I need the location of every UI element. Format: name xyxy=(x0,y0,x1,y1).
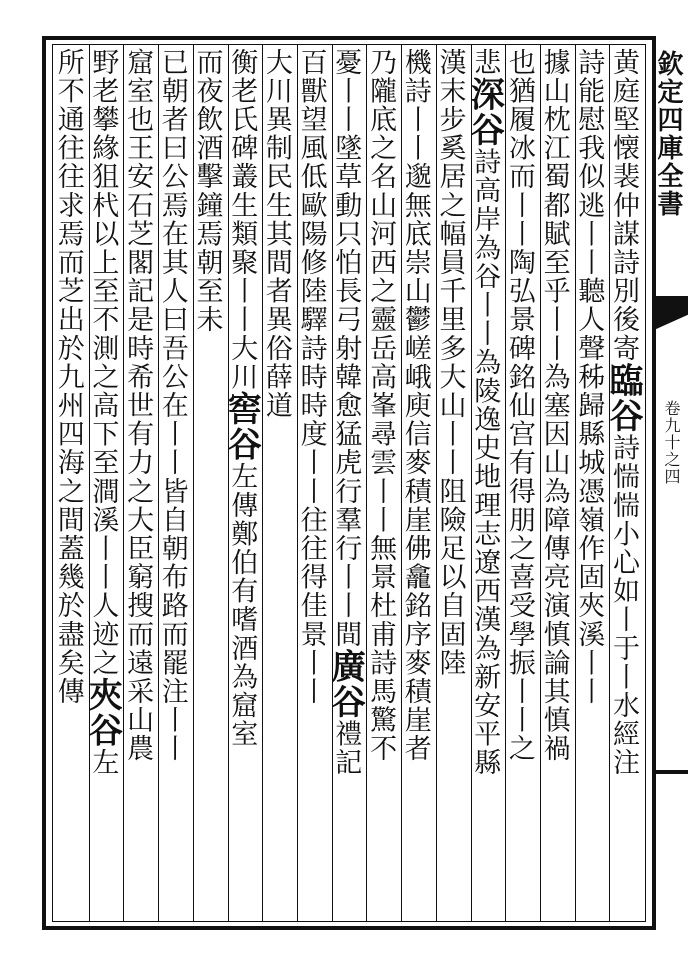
column-rule xyxy=(158,44,159,922)
text-run: 左傳鄭伯有嗜酒為窟室 xyxy=(226,462,258,749)
text-column xyxy=(399,48,432,763)
column-rule xyxy=(228,44,229,922)
text-column xyxy=(82,48,123,778)
column-rule xyxy=(575,44,576,922)
text-column xyxy=(191,48,224,334)
text-run: 所不通往往求焉而芝出於九州四海之間蓋幾於盡矣 xyxy=(52,48,84,678)
text-run: 乃隴底之名山河西之靈岳高峯尋雲丨丨無景杜甫詩馬驚不 xyxy=(365,48,397,763)
text-column xyxy=(602,48,643,778)
text-column xyxy=(573,48,606,706)
column-rule xyxy=(436,44,437,922)
text-run: 衡老氏碑叢生類聚丨丨大川 xyxy=(226,48,258,392)
text-run: 已朝者曰公焉在其人曰吾公在丨丨皆自朝布路而罷注丨丨 xyxy=(156,48,188,763)
column-rule xyxy=(471,44,472,922)
text-run: 傳 xyxy=(52,677,84,706)
text-run: 據山枕江蜀都賦至乎丨丨為塞因山為障傳亮演慎論其慎禍 xyxy=(538,48,570,763)
text-run: 百獸望風低歐陽修陸驛詩時時度丨丨往往得佳景丨丨 xyxy=(295,48,327,706)
text-run: 野老攀緣狙杙以上至不測之高下至澗溪丨丨人迹之 xyxy=(87,48,119,678)
text-run: 詩能慰我似逃丨丨聽人聲 xyxy=(573,48,605,363)
text-run: 窟室也王安石芝閣記是時希世有力之大臣窮搜而遠采山農 xyxy=(122,48,154,763)
text-run: 大川異制民生其間者異俗薛道 xyxy=(260,48,292,420)
text-column xyxy=(434,48,467,678)
text-run: 黄庭堅懐裴仲謀詩別後寄 xyxy=(607,48,639,363)
heading-term: 臨谷 xyxy=(602,362,643,434)
text-column xyxy=(325,48,366,778)
margin-volume-label: 卷九十之四 xyxy=(662,400,681,485)
column-rule xyxy=(193,44,194,922)
column-rule xyxy=(366,44,367,922)
column-rule xyxy=(89,44,90,922)
column-rule xyxy=(297,44,298,922)
text-run: 漢末步奚居之幅員千里多大山丨丨阻險足以自固陸 xyxy=(434,48,466,678)
text-column xyxy=(365,48,397,763)
heading-term: 廣谷 xyxy=(325,648,366,720)
text-column xyxy=(260,48,293,420)
text-column xyxy=(295,48,328,706)
heading-term: 夾谷 xyxy=(82,677,123,749)
text-column xyxy=(464,48,505,778)
heading-term: 深谷 xyxy=(464,76,505,148)
margin-book-title: 欽定四庫全書 xyxy=(653,50,683,218)
text-column xyxy=(156,48,189,763)
column-rule xyxy=(262,44,263,922)
text-column xyxy=(122,48,154,763)
text-run: 左 xyxy=(87,748,119,778)
fishtail-mark xyxy=(654,296,688,330)
fishtail-line xyxy=(654,770,688,774)
column-rule xyxy=(609,44,610,922)
column-rule xyxy=(505,44,506,922)
text-run: 禮記 xyxy=(330,719,362,778)
text-run: 詩惴惴小心如丨于丨水經注 xyxy=(607,433,639,778)
column-rule xyxy=(332,44,333,922)
text-run: 而夜飲酒擊鐘焉朝至未 xyxy=(191,48,223,334)
text-run: 也猶履冰而丨丨陶弘景碑銘仙宫有得朋之喜受學振丨丨之 xyxy=(503,48,535,763)
text-column xyxy=(538,48,571,763)
text-column xyxy=(221,48,262,749)
column-rule xyxy=(540,44,541,922)
column-rule xyxy=(123,44,124,922)
heading-term: 窖谷 xyxy=(221,391,262,463)
text-run: 憂丨丨墜草動只怕長弓射韓愈猛虎行羣行丨丨間 xyxy=(330,48,362,649)
text-column xyxy=(503,48,536,763)
text-run: 機詩丨丨邈無底崇山鬱嵯峨庾信麥積崖佛龕銘序麥積崖者 xyxy=(399,48,431,763)
text-run: 悲 xyxy=(469,48,501,77)
text-column xyxy=(52,48,85,706)
text-run: 秭歸縣城憑嶺作固夾溪丨丨 xyxy=(573,362,605,706)
column-rule xyxy=(401,44,402,922)
text-run: 詩高岸為谷丨丨為陵逸史地理志遼西漢為新安平縣 xyxy=(469,147,501,778)
